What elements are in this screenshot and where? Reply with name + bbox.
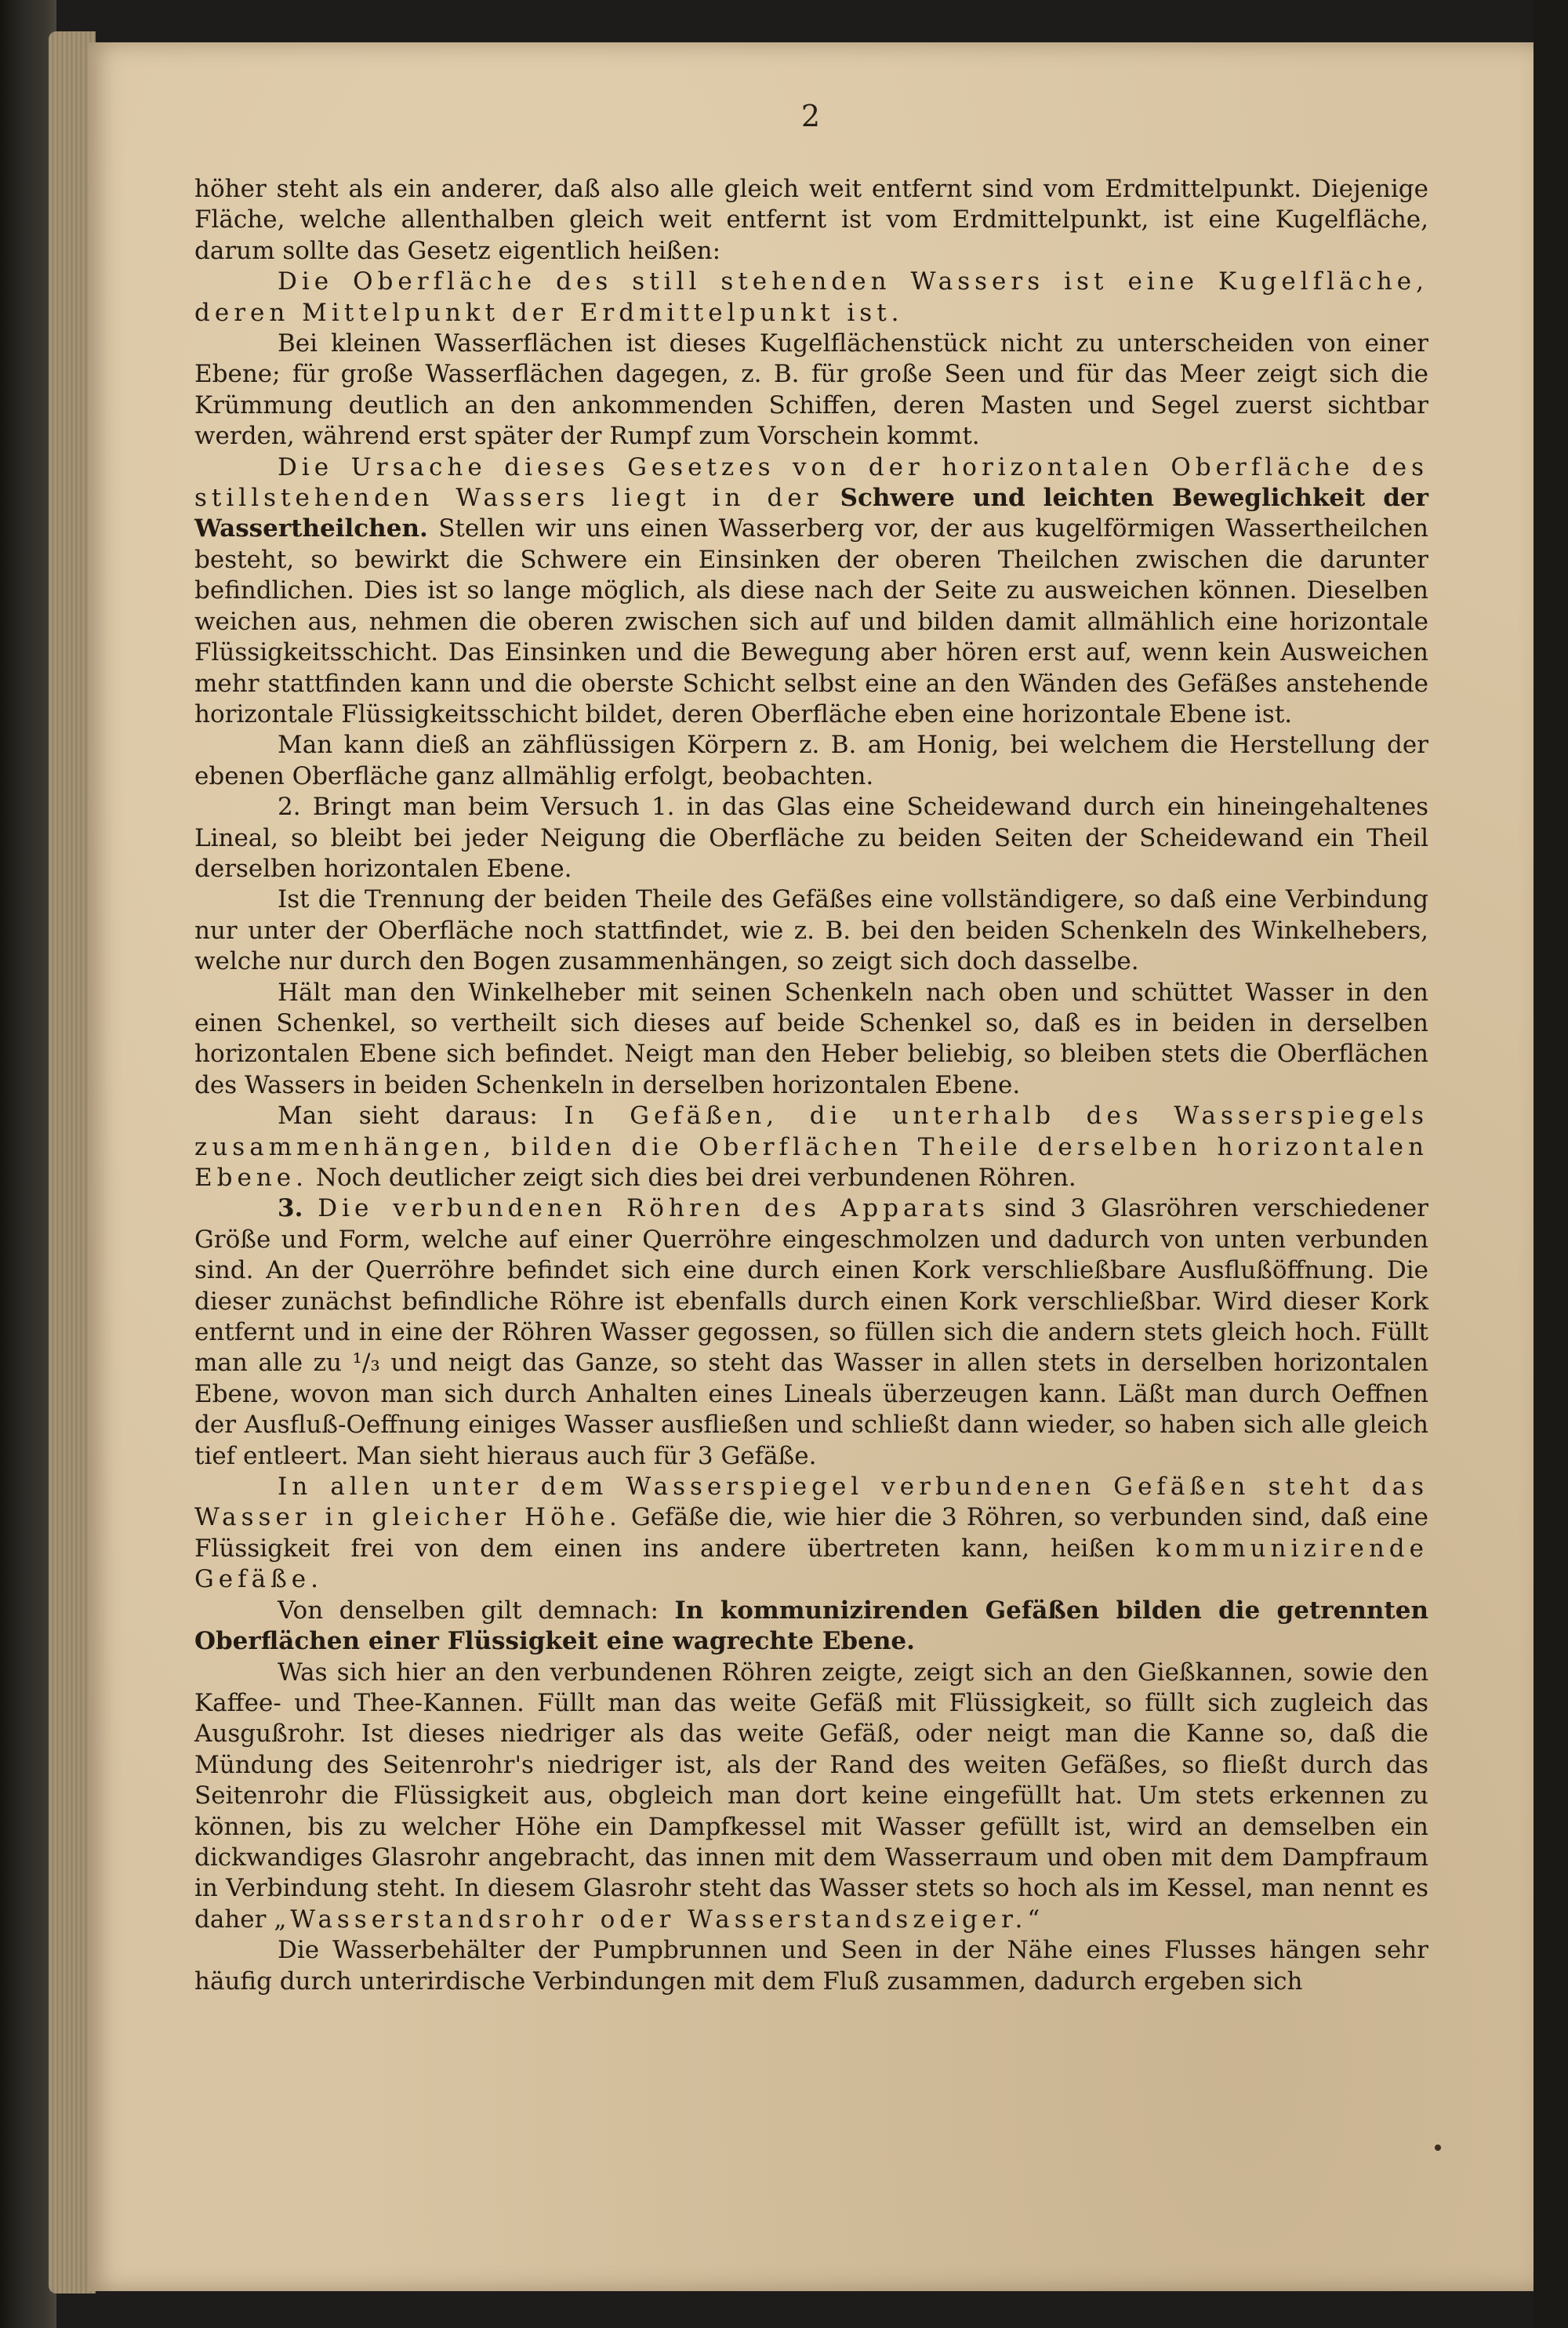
water-gauge-term: „Wasserstandsrohr oder Wasserstandszeiger.“: [274, 1905, 1045, 1934]
conclusion-followup: Noch deutlicher zeigt sich dies bei drei verbundenen Röhren.: [315, 1164, 1076, 1192]
paragraph-applications: [194, 1658, 1428, 1936]
experiment-number: 3.: [278, 1194, 303, 1223]
cause-intro: Die Ursache dieses Gesetzes von der horizontalen Oberfläche des stillstehenden Wassers liegt in der: [194, 452, 1428, 513]
conclusion-statement: In Gefäßen, die unterhalb des Wasserspiegels zusammenhängen, bilden die Oberflächen Theile derselben horizontalen Ebene.: [194, 1102, 1428, 1192]
paragraph-communicating-vessels: [194, 1472, 1428, 1596]
cause-emphasis: Schwere und leichten Beweglichkeit der Wassertheilchen.: [194, 484, 1429, 543]
paragraph-rule: [194, 1596, 1428, 1658]
vessels-definition: Gefäße die, wie hier die 3 Röhren, so verbunden sind, daß eine Flüssigkeit frei von dem einen ins andere übertreten kann, heißen: [194, 1503, 1428, 1563]
applications-text: Was sich hier an den verbundenen Röhren zeigte, zeigt sich an den Gießkannen, sowie den Kaffee- und Thee-Kannen. Füllt man das weite Gefäß mit Flüssigkeit, so füllt sich zugleich das Ausgußrohr. Ist dieses niedriger als das weite Gefäß, oder neigt man die Kanne so, daß die Mündung des Seitenrohr's niedriger ist, als der Rand des weiten Gefäßes, so fließt durch das Seitenrohr die Flüssigkeit aus, obgleich man dort keine eingefüllt hat. Um stets erkennen zu können, bis zu welcher Höhe ein Dampfkessel mit Wasser gefüllt ist, wird an demselben ein dickwandiges Glasrohr angebracht, das innen mit dem Wasserraum und oben mit dem Dampfraum in Verbindung steht. In diesem Glasrohr steht das Wasser stets so hoch als im Kessel, man nennt es daher: [194, 1658, 1428, 1934]
paragraph-wells: Die Wasserbehälter der Pumpbrunnen und Seen in der Nähe eines Flusses hängen sehr häufig durch unterirdische Verbindungen mit dem Fluß zusammen, dadurch ergeben sich: [194, 1936, 1428, 1996]
page-number: 2: [800, 99, 821, 133]
paragraph-separation: Ist die Trennung der beiden Theile des Gefäßes eine vollständigere, so daß eine Verbindung nur unter der Oberfläche noch stattfindet, wie z. B. bei den beiden Schenkeln des Winkelhebers, welche nur durch den Bogen zusammenhängen, so zeigt sich doch dasselbe.: [194, 885, 1428, 976]
cause-explanation: Stellen wir uns einen Wasserberg vor, der aus kugelförmigen Wassertheilchen besteht, so bewirkt die Schwere ein Einsinken der oberen Theilchen zwischen die darunter befindlichen. Dies ist so lange möglich, als diese nach der Seite zu ausweichen können. Dieselben weichen aus, nehmen die oberen zwischen sich auf und bilden damit allmählich eine horizontale Flüssigkeitsschicht. Das Einsinken und die Bewegung aber hören erst auf, wenn kein Ausweichen mehr stattfinden kann und die oberste Schicht selbst eine an den Wänden des Gefäßes anstehende horizontale Flüssigkeitsschicht bildet, deren Oberfläche eben eine horizontale Ebene ist.: [194, 514, 1429, 728]
conclusion-intro: Man sieht daraus:: [278, 1102, 538, 1131]
experiment-description: sind 3 Glasröhren verschiedener Größe und Form, welche auf einer Querröhre eingeschmolzen und dadurch von unten verbunden sind. An der Querröhre befindet sich eine durch einen Kork verschließbare Ausflußöffnung. Die dieser zunächst befindliche Röhre ist ebenfalls durch einen Kork verschließbar. Wird dieser Kork entfernt und in eine der Röhren Wasser gegossen, so füllen sich die andern stets gleich hoch. Füllt man alle zu ¹/₃ und neigt das Ganze, so steht das Wasser in allen stets in derselben horizontalen Ebene, wovon man sich durch Anhalten eines Lineals überzeugen kann. Läßt man durch Oeffnen der Ausfluß-Oeffnung einiges Wasser ausfließen und schließt dann wieder, so haben sich alle gleich tief entleert. Man sieht hieraus auch für 3 Gefäße.: [194, 1194, 1429, 1470]
paragraph-cause: [194, 452, 1428, 731]
paragraph-experiment-2: 2. Bringt man beim Versuch 1. in das Glas eine Scheidewand durch ein hineingehaltenes Lineal, so bleibt bei jeder Neigung die Oberfläche zu beiden Seiten der Scheidewand ein Theil derselben horizontalen Ebene.: [194, 793, 1428, 883]
rule-statement: In kommunizirenden Gefäßen bilden die getrennten Oberflächen einer Flüssigkeit eine wagrechte Ebene.: [194, 1596, 1428, 1656]
law-statement-sphere: Die Oberfläche des still stehenden Wassers ist eine Kugelfläche, deren Mittelpunkt der Erdmittelpunkt ist.: [194, 267, 1428, 327]
body-text: [194, 174, 1428, 1997]
paragraph-honey: Man kann dieß an zähflüssigen Körpern z. B. am Honig, bei welchem die Herstellung der ebenen Oberfläche ganz allmählig erfolgt, beobachten.: [194, 731, 1428, 790]
paragraph-curvature: Bei kleinen Wasserflächen ist dieses Kugelflächenstück nicht zu unterscheiden von einer Ebene; für große Wasserflächen dagegen, z. B. für große Seen und für das Meer zeigt sich die Krümmung deutlich an den ankommenden Schiffen, deren Masten und Segel zuerst sichtbar werden, während erst später der Rumpf zum Vorschein kommt.: [194, 329, 1428, 451]
vessels-law: In allen unter dem Wasserspiegel verbundenen Gefäßen steht das Wasser in gleicher Höhe.: [194, 1473, 1428, 1532]
experiment-title: Die verbundenen Röhren des Apparats: [318, 1194, 990, 1223]
paragraph-conclusion-1: [194, 1101, 1428, 1193]
background-edge: [1534, 0, 1568, 2328]
paragraph-experiment-3: [194, 1193, 1428, 1472]
vessels-term: kommunizirende Gefäße.: [194, 1534, 1428, 1594]
paragraph-1: höher steht als ein anderer, daß also alle gleich weit entfernt sind vom Erdmittelpunkt. Diejenige Fläche, welche allenthalben gleich weit entfernt ist vom Erdmittelpunkt, ist eine Kugelfläche, darum sollte das Gesetz eigentlich heißen:: [194, 175, 1428, 265]
paragraph-siphon: Hält man den Winkelheber mit seinen Schenkeln nach oben und schüttet Wasser in den einen Schenkel, so vertheilt sich dieses auf beide Schenkel so, daß es in beiden in derselben horizontalen Ebene sich befindet. Neigt man den Heber beliebig, so bleiben stets die Oberflächen des Wassers in beiden Schenkeln in derselben horizontalen Ebene.: [194, 978, 1428, 1099]
ink-speck: [1435, 2145, 1441, 2151]
rule-intro: Von denselben gilt demnach:: [278, 1596, 659, 1625]
